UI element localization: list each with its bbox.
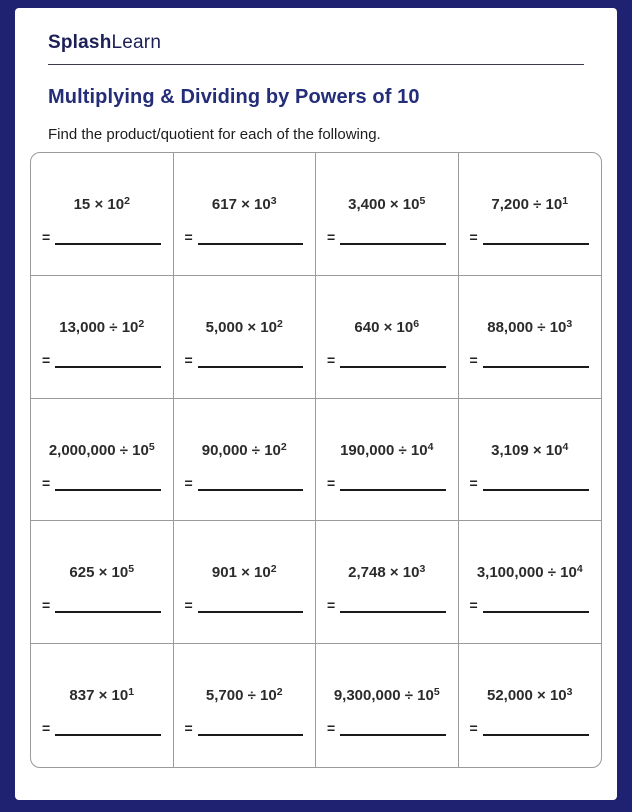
problem-cell [316,521,459,644]
answer-blank[interactable] [340,353,445,368]
answer-blank[interactable] [198,721,303,736]
equals-sign: = [184,597,193,614]
equals-sign: = [327,229,336,245]
problem-expression: $5,000 \times 10^2$ [205,317,283,336]
equals-sign: = [327,597,336,614]
problem-cell [174,399,317,522]
exponent-superscript: 1 [562,195,569,207]
problem-cell [31,521,174,644]
problem-expression: $15 \times 10^2$ [73,195,130,213]
answer-blank[interactable] [55,721,160,736]
exponent-superscript: 2 [270,563,277,576]
answer-blank[interactable] [483,476,589,491]
problem-expression: $3,400 \times 10^5$ [348,195,426,213]
problem-cell [459,153,602,276]
equals-sign: = [469,474,478,491]
answer-row [470,597,590,613]
answer-row [42,597,161,613]
exponent-superscript: 6 [413,317,420,330]
answer-row [185,720,304,736]
exponent-superscript: 4 [576,563,583,576]
answer-row [327,597,446,613]
exponent-superscript: 2 [138,317,145,330]
problem-cell [31,276,174,399]
answer-row [327,229,446,245]
answer-row [42,720,161,736]
problem-expression: $9,300,000 \div 10^5$ [333,686,440,705]
problem-expression: $190,000 \div 10^4$ [340,440,434,459]
problem-cell [316,153,459,276]
problem-cell [459,399,602,522]
problem-expression: $5,700 \div 10^2$ [205,686,283,705]
equals-sign: = [184,351,193,368]
answer-row [470,352,590,368]
problem-cell [174,276,317,399]
problem-expression: $13,000 \div 10^2$ [59,317,145,336]
equals-sign: = [42,720,51,737]
answer-blank[interactable] [198,476,303,491]
worksheet-title: Multiplying & Dividing by Powers of 10 [48,86,420,108]
exponent-superscript: 5 [433,686,440,699]
answer-blank[interactable] [483,721,589,736]
problem-cell [459,521,602,644]
problem-expression: $88,000 \div 10^3$ [487,317,573,336]
exponent-superscript: 2 [124,195,130,207]
answer-row [42,229,161,245]
exponent-superscript: 5 [148,440,155,453]
answer-row [470,475,590,491]
problem-expression: $3,100,000 \div 10^4$ [476,563,583,582]
problem-expression: $90,000 \div 10^2$ [201,440,287,459]
answer-row [185,597,304,613]
exponent-superscript: 2 [280,440,287,453]
equals-sign: = [184,720,193,737]
problem-cell [31,153,174,276]
problem-expression: $3,109 \times 10^4$ [491,440,569,459]
equals-sign: = [469,720,478,737]
answer-row [42,352,161,368]
answer-blank[interactable] [55,476,160,491]
exponent-superscript: 2 [276,317,283,330]
exponent-superscript: 1 [128,686,135,699]
answer-blank[interactable] [198,353,303,368]
answer-row [42,475,161,491]
equals-sign: = [327,351,336,368]
exponent-superscript: 3 [419,563,426,576]
exponent-superscript: 4 [562,440,569,453]
answer-blank[interactable] [55,230,160,245]
answer-row [185,229,304,245]
logo-text-splash: Splash [48,32,112,53]
equals-sign: = [469,597,478,614]
problem-expression: $7,200 \div 10^1$ [491,195,569,213]
answer-blank[interactable] [483,598,589,613]
problem-cell [459,644,602,767]
problem-cell [174,521,317,644]
problem-expression: $901 \times 10^2$ [211,563,277,582]
logo-text-learn: Learn [111,32,162,53]
problem-expression: $2,000,000 \div 10^5$ [48,440,155,459]
answer-blank[interactable] [55,598,160,613]
exponent-superscript: 3 [566,317,573,330]
problem-expression: $625 \times 10^5$ [69,563,135,582]
problem-cell [31,399,174,522]
answer-row [185,352,304,368]
splashlearn-logo [48,33,584,52]
answer-blank[interactable] [55,353,160,368]
equals-sign: = [184,229,193,245]
instruction-text: Find the product/quotient for each of the following. [48,126,381,143]
problem-cell [174,153,317,276]
answer-blank[interactable] [483,230,589,245]
equals-sign: = [469,351,478,368]
exponent-superscript: 5 [419,195,426,207]
equals-sign: = [184,474,193,491]
problem-cell [316,276,459,399]
exponent-superscript: 3 [566,686,573,699]
exponent-superscript: 2 [276,686,283,699]
answer-blank[interactable] [483,353,589,368]
problem-cell [316,399,459,522]
equals-sign: = [469,229,478,245]
answer-row [327,475,446,491]
answer-row [327,720,446,736]
equals-sign: = [42,474,51,491]
problem-cell [459,276,602,399]
answer-row [185,475,304,491]
answer-row [470,720,590,736]
problem-expression: $617 \times 10^3$ [211,195,277,213]
problem-cell [31,644,174,767]
problem-cell [174,644,317,767]
problem-cell [316,644,459,767]
answer-blank[interactable] [340,598,445,613]
problem-expression: $52,000 \times 10^3$ [486,686,573,705]
header-divider [48,64,584,65]
exponent-superscript: 4 [427,440,434,453]
answer-row [470,229,590,245]
problem-expression: $640 \times 10^6$ [354,317,420,336]
answer-blank[interactable] [198,230,303,245]
answer-blank[interactable] [340,721,445,736]
equals-sign: = [327,474,336,491]
equals-sign: = [42,351,51,368]
equals-sign: = [42,229,51,245]
problem-expression: $2,748 \times 10^3$ [348,563,426,582]
worksheet-page [15,8,617,800]
equals-sign: = [42,597,51,614]
answer-row [327,352,446,368]
answer-blank[interactable] [340,476,445,491]
problems-grid [30,152,602,768]
worksheet-header [15,8,617,143]
answer-blank[interactable] [198,598,303,613]
problem-expression: $837 \times 10^1$ [69,686,135,705]
exponent-superscript: 3 [270,195,277,207]
equals-sign: = [327,720,336,737]
exponent-superscript: 5 [128,563,135,576]
answer-blank[interactable] [340,230,445,245]
